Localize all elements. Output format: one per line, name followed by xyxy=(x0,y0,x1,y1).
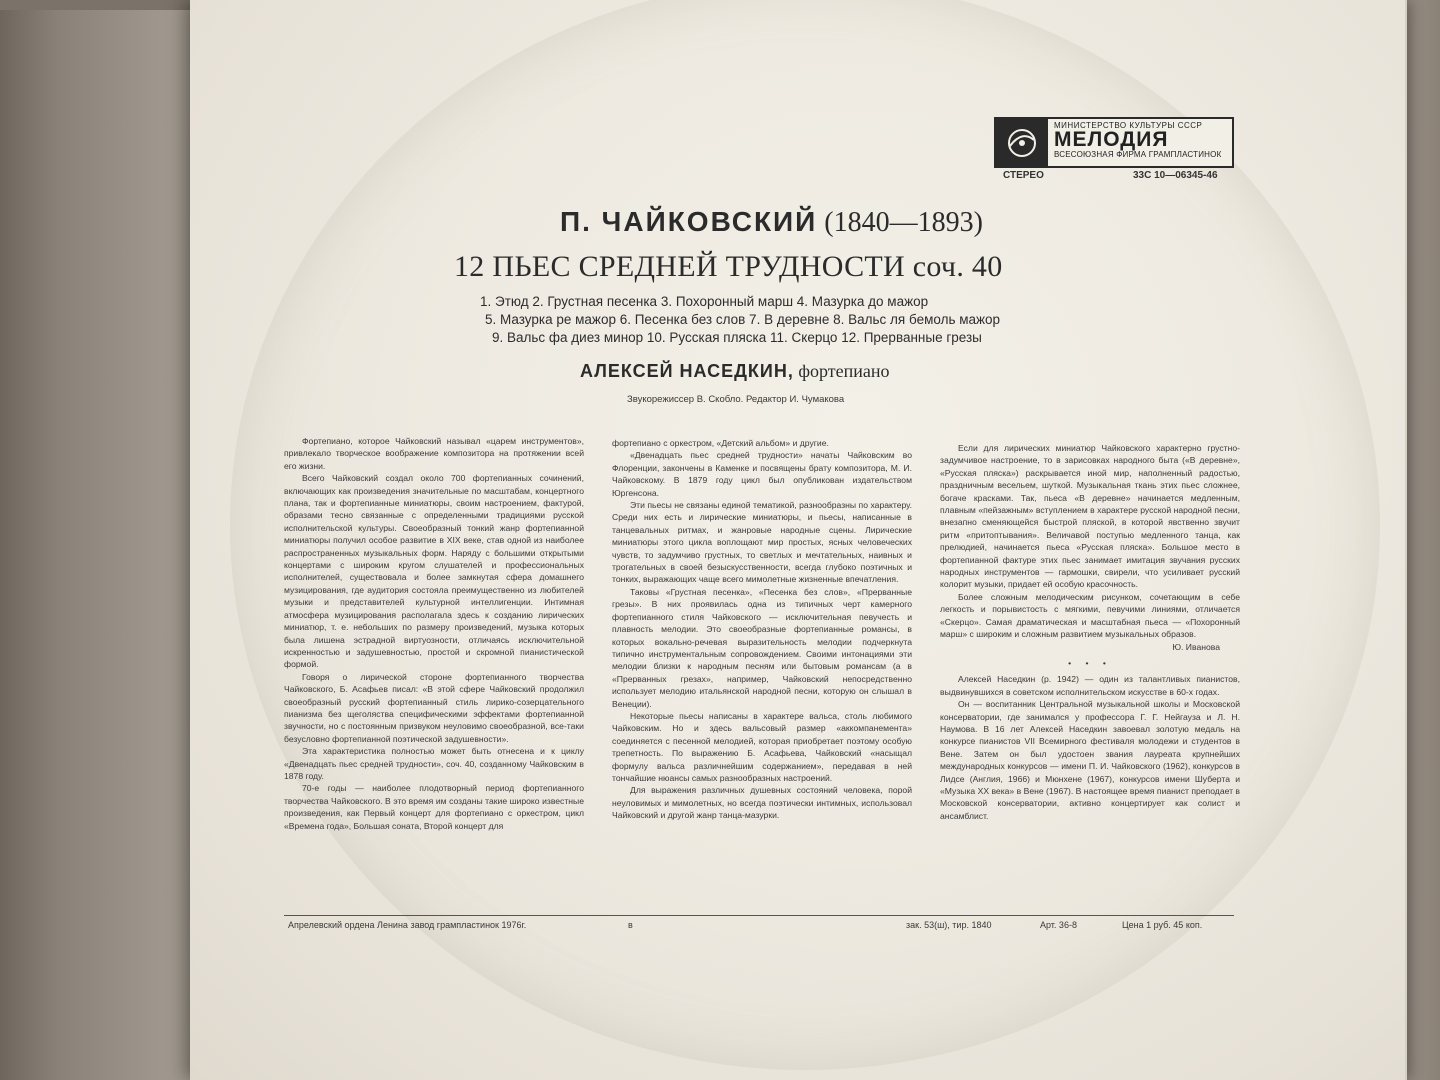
catalog-number: 33С 10—06345-46 xyxy=(1133,170,1218,181)
composer-heading xyxy=(560,206,983,239)
footer-price: Цена 1 руб. 45 коп. xyxy=(1122,920,1203,930)
paragraph: Всего Чайковский создал около 700 фортепианных сочинений, включающих как произведения значительные по масштабам, концертного плана, так и фортепианные миниатюры, своим настроением, фактурой, образами тесно связанные с определенными традициями русской исполнительской культуры. Своеобразный тонкий жанр фортепианной миниатюры получил особое развитие в XIX веке, став одной из наиболее распространенных музыкальных форм. Наряду с большими открытыми концертами с широким кругом слушателей и профессиональных исполнителей, существовала и более замкнутая сфера домашнего музицирования, где аудитория состояла преимущественно из любителей музыки и представителей культурной интеллигенции. Интимная атмосфера музицирования располагала здесь к созданию лирических миниатюр, т. е. небольших по размеру произведений, музыка которых была лишена эстрадной виртуозности, отличаясь исключительной искренностью и задушевностью, простой и скромной пианистической формой. xyxy=(284,473,584,670)
composer-name: П. ЧАЙКОВСКИЙ xyxy=(560,206,818,237)
paragraph: Если для лирических миниатюр Чайковского характерно грустно-задумчивое настроение, то в зарисовках народного быта («В деревне», «Русская пляска») раскрывается иной мир, наполненный радостью, праздничным весельем, шуткой. Музыкальная ткань этих пьес сложнее, богаче красками. Так, пьеса «В деревне» начинается медленным, плавным «пейзажным» вступлением в характере русской народной песни, внезапно сменяющейся быстрой пляской, в которой явственно звучит ритм «притоптывания». Величавой поступью медленного танца, как прелюдией, начинается пьеса «Русская пляска». Большое место в фортепианной фактуре этих пьес занимает имитация звучания русских народных инструментов — гармошки, свирели, что усиливает русский колорит музыки, придает ей особую красочность. xyxy=(940,443,1240,590)
track-line: 1. Этюд 2. Грустная песенка 3. Похоронный марш 4. Мазурка до мажор xyxy=(480,294,929,309)
liner-notes-column-3 xyxy=(940,442,1240,862)
paragraph: Говоря о лирической стороне фортепианного творчества Чайковского, Б. Асафьев писал: «В этой сфере Чайковский продолжил своеобразный русский фортепианный стиль лирико-созерцательного пианизма без щеголяства специфическими эффектами фортепианной звучности, но с постоянным призвуком неуловимо своеобразной, все-таки безусловно фортепианной поэтической задушевности». xyxy=(284,671,584,744)
paragraph: Более сложным мелодическим рисунком, сочетающим в себе легкость и порывистость с мягкими, певучими линиями, отличается «Скерцо». Самая драматическая и масштабная пьеса — «Похоронный марш» с широким и сложным развитием музыкальных образов. xyxy=(940,591,1240,640)
paragraph: Эта характеристика полностью может быть отнесена и к циклу «Двенадцать пьес средней трудности», соч. 40, созданному Чайковским в 1878 году. xyxy=(284,746,584,781)
footer-order: зак. 53(ш), тир. 1840 xyxy=(906,920,992,930)
paragraph: Эти пьесы не связаны единой тематикой, разнообразны по характеру. Среди них есть и лирические миниатюры, и пьесы, написанные в танцевальных ритмах, и жанровые народные сцены. Лирические миниатюры этого цикла воплощают мир простых, ясных человеческих чувств, то задумчиво грустных, то светлых и мечтательных, наивных и трогательных в своей безыскусственности, всегда глубоко поэтичных и тонких, выражающих чаще всего мимолетные жизненные впечатления. xyxy=(612,500,912,585)
author-signature: Ю. Иванова xyxy=(1172,641,1220,652)
melodiya-logo xyxy=(994,117,1234,168)
paragraph: Таковы «Грустная песенка», «Песенка без слов», «Прерванные грезы». В них проявилась одна из типичных черт камерного фортепианного стиля Чайковского — исключительная певучесть и плавность мелодии. Это своеобразные фортепианные романсы, в которых вокально-речевая выразительность мелодии подчеркнута типично инструментальным сопровождением. Своими интонациями эти мелодии близки к народным песням или бытовым романсам (а в «Прерванных грезах», например, Чайковский непосредственно использует мелодию итальянской народной песни, которую он слышал в Венеции). xyxy=(612,586,912,709)
liner-notes-column-1 xyxy=(284,435,584,863)
paragraph: 70-е годы — наиболее плодотворный период фортепианного творчества Чайковского. В это время им созданы такие широко известные произведения, как Первый концерт для фортепиано с оркестром, цикл «Времена года», Большая соната, Второй концерт для xyxy=(284,783,584,831)
track-line: 9. Вальс фа диез минор 10. Русская пляска 11. Скерцо 12. Прерванные грезы xyxy=(492,330,982,345)
stereo-label: СТЕРЕО xyxy=(1003,170,1044,181)
paragraph: Фортепиано, которое Чайковский называл «царем инструментов», привлекало творческое воображение композитора на протяжении всей его жизни. xyxy=(284,436,584,471)
logo-firm: ВСЕСОЮЗНАЯ ФИРМА ГРАМПЛАСТИНОК xyxy=(1054,150,1222,159)
track-list xyxy=(470,293,1110,347)
logo-brand: МЕЛОДИЯ xyxy=(1054,128,1169,151)
track-line: 5. Мазурка ре мажор 6. Песенка без слов 7. В деревне 8. Вальс ля бемоль мажор xyxy=(485,312,1001,327)
production-credits: Звукорежиссер В. Скобло. Редактор И. Чумакова xyxy=(627,394,845,405)
section-separator: • • • xyxy=(1068,657,1112,668)
liner-notes-column-2 xyxy=(612,437,912,835)
paragraph: Некоторые пьесы написаны в характере вальса, столь любимого Чайковским. Но и здесь вальсовый размер «аккомпанемента» соединяется с песенной мелодией, которая приобретает поэтому особую трепетность. По выражению Б. Асафьева, Чайковский «насыщал формулу вальса различнейшим содержанием», передавая в ней тончайшие нюансы самых разнообразных настроений. xyxy=(612,710,912,783)
paragraph: фортепиано с оркестром, «Детский альбом» и другие. xyxy=(612,438,829,448)
paragraph: Для выражения различных душевных состояний человека, порой неуловимых и мимолетных, но всегда поэтически интимных, использовал Чайковский и другой жанр танца-мазурки. xyxy=(612,785,912,821)
bio-paragraph: Он — воспитанник Центральной музыкальной школы и Московской консерватории, где занимался у профессора Г. Г. Нейгауза и Л. Н. Наумова. В 16 лет Алексей Наседкин завоевал золотую медаль на конкурсе пианистов VII Всемирного фестиваля молодежи и студентов в Вене. Затем он был удостоен звания лауреата крупнейших международных конкурсов — имени П. И. Чайковского (1962), конкурсов в Лидсе (Англия, 1966) и Мюнхене (1967), конкурсов имени Шуберта и «Музыка XX века» в Вене (1967). В настоящее время пианист преподает в Московской консерватории, активно концертирует как солист и ансамблист. xyxy=(940,699,1240,821)
performer-instrument: фортепиано xyxy=(798,361,890,381)
paragraph: «Двенадцать пьес средней трудности» начаты Чайковским во Флоренции, закончены в Каменке и посвящены брату композитора, М. И. Чайковскому. В 1879 году цикл был опубликован издательством Юргенсона. xyxy=(612,450,912,498)
performer-line xyxy=(580,361,890,382)
composer-years: (1840—1893) xyxy=(824,207,983,238)
footer-mark: в xyxy=(628,920,633,930)
footer-divider xyxy=(284,915,1234,916)
footer-art: Арт. 36-8 xyxy=(1040,920,1077,930)
melodiya-emblem-icon xyxy=(996,119,1048,166)
performer-name: АЛЕКСЕЙ НАСЕДКИН, xyxy=(580,361,794,381)
work-title: 12 ПЬЕС СРЕДНЕЙ ТРУДНОСТИ соч. 40 xyxy=(454,250,1003,283)
footer-plant: Апрелевский ордена Ленина завод грампластинок 1976г. xyxy=(288,920,527,930)
logo-ministry: МИНИСТЕРСТВО КУЛЬТУРЫ СССР xyxy=(1054,121,1203,130)
bio-paragraph: Алексей Наседкин (р. 1942) — один из талантливых пианистов, выдвинувшихся в советском исполнительском искусстве в 60-х годах. xyxy=(940,674,1240,697)
